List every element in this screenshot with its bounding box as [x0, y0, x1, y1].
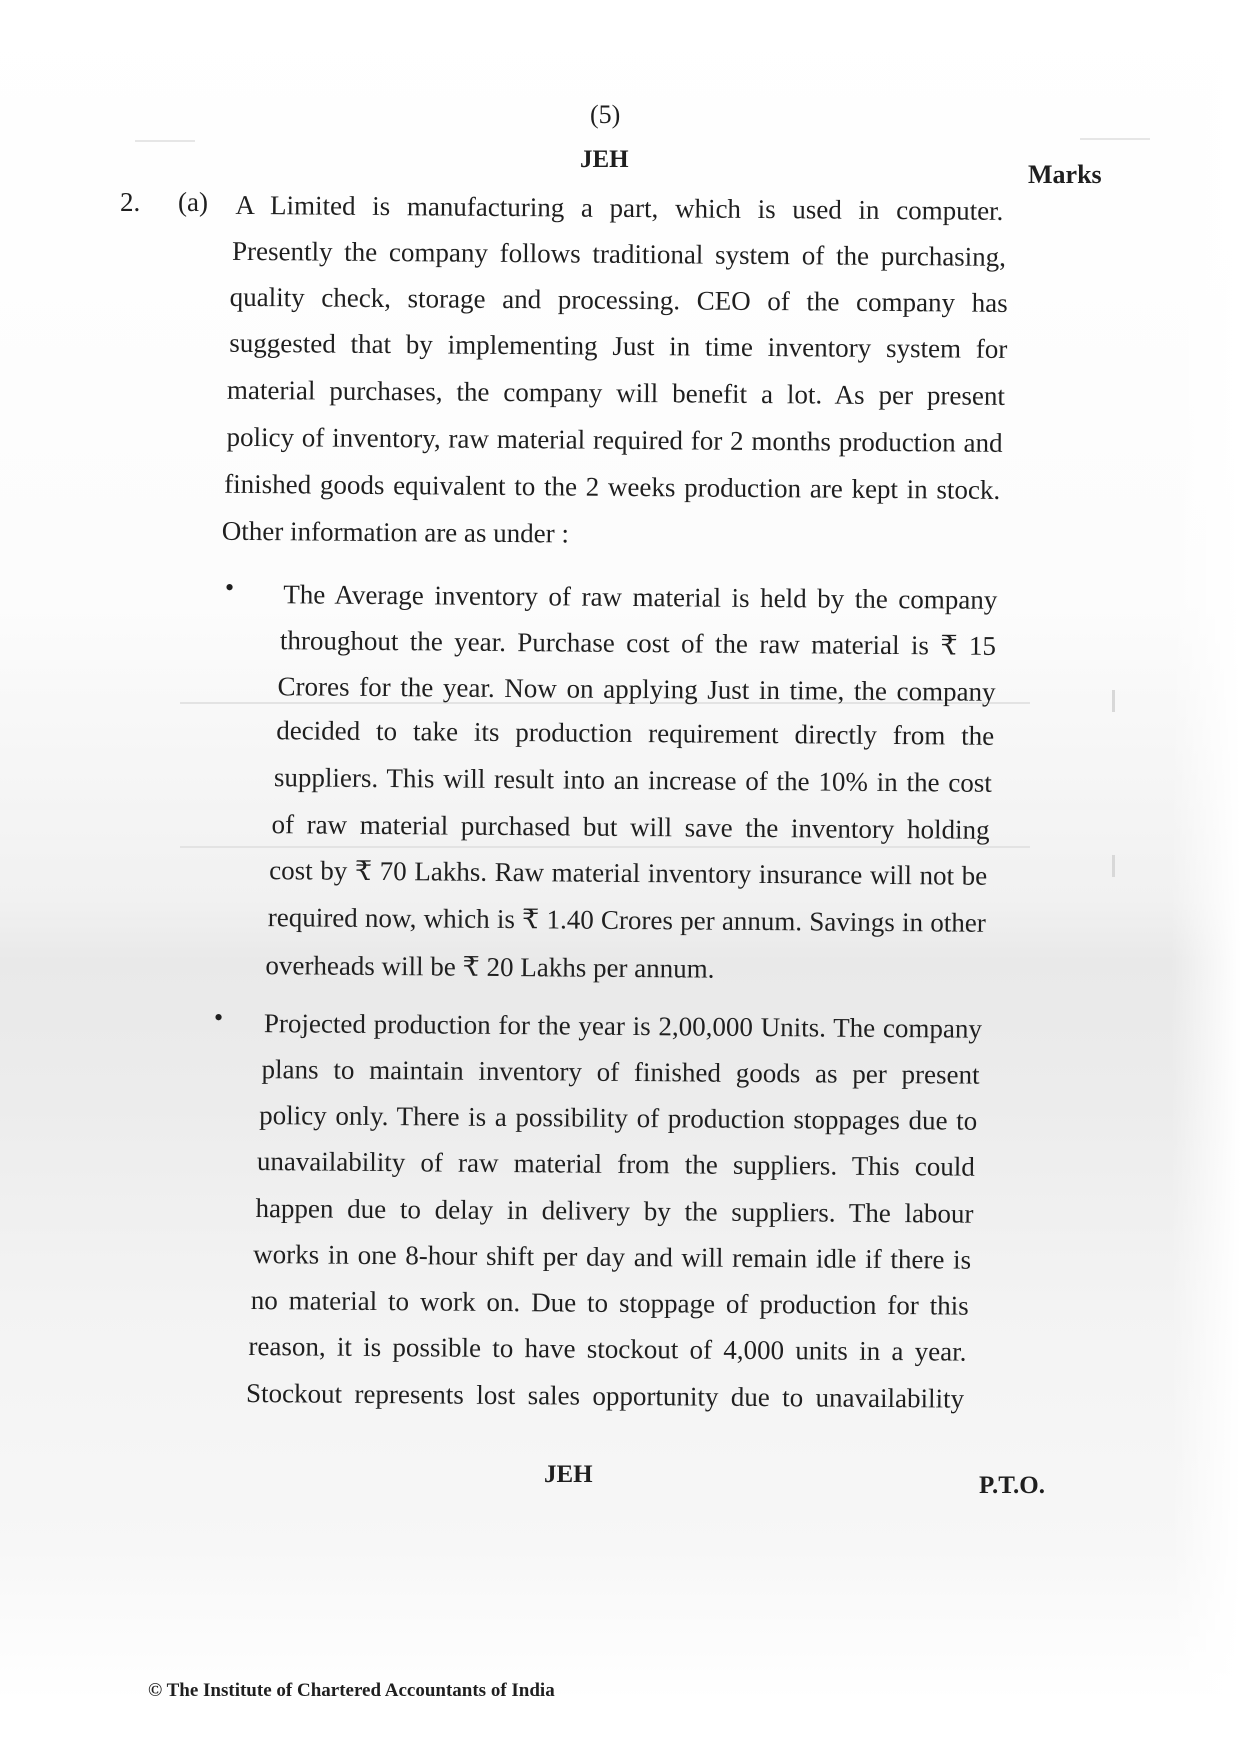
intro-line: quality check, storage and processing. CEO of the company has	[229, 281, 1008, 318]
bullet-line: The Average inventory of raw material is held by the company	[283, 579, 998, 615]
scan-edge-shading	[1171, 0, 1241, 1754]
bullet-line: suppliers. This will result into an increase of the 10% in the cost	[273, 762, 993, 798]
bullet-symbol: •	[225, 573, 235, 602]
bullet-line: decided to take its production requirement directly from the	[276, 715, 995, 751]
intro-line: Presently the company follows traditional system of the purchasing,	[231, 235, 1007, 272]
intro-line: material purchases, the company will benefit a lot. As per present	[226, 374, 1006, 411]
intro-line: suggested that by implementing Just in time inventory system for	[229, 327, 1008, 364]
page-number: (5)	[590, 100, 621, 129]
bullet-symbol: •	[214, 1003, 224, 1032]
intro-line: A Limited is manufacturing a part, which is used in computer.	[235, 189, 1004, 226]
bullet-line: reason, it is possible to have stockout of 4,000 units in a year.	[248, 1330, 967, 1367]
bullet-line: throughout the year. Purchase cost of the raw material is ₹ 15	[279, 625, 997, 661]
paper-code-header: JEH	[580, 146, 629, 173]
please-turn-over-note: P.T.O.	[979, 1472, 1045, 1499]
intro-line: Other information are as under :	[221, 515, 570, 549]
paper-code-footer: JEH	[544, 1461, 593, 1488]
intro-line: finished goods equivalent to the 2 weeks production are kept in stock.	[224, 468, 1001, 505]
bullet-line: of raw material purchased but will save the inventory holding	[271, 809, 990, 845]
bullet-line: Projected production for the year is 2,00,000 Units. The company	[263, 1008, 983, 1044]
bullet-line: overheads will be ₹ 20 Lakhs per annum.	[265, 950, 715, 984]
copyright-notice: © The Institute of Chartered Accountants of India	[148, 1680, 555, 1701]
bullet-line: policy only. There is a possibility of production stoppages due to	[259, 1100, 978, 1136]
bullet-line: required now, which is ₹ 1.40 Crores per annum. Savings in other	[267, 902, 986, 938]
bullet-line: Crores for the year. Now on applying Just in time, the company	[277, 671, 996, 707]
bullet-line: Stockout represents lost sales opportunity due to unavailability	[245, 1377, 965, 1414]
intro-line: policy of inventory, raw material required for 2 months production and	[226, 421, 1003, 458]
question-number: 2.	[120, 187, 141, 217]
bullet-line: cost by ₹ 70 Lakhs. Raw material inventory insurance will not be	[269, 855, 988, 891]
bullet-line: plans to maintain inventory of finished goods as per present	[261, 1054, 980, 1090]
bullet-line: works in one 8-hour shift per day and will remain idle if there is	[253, 1239, 972, 1275]
marks-column-heading: Marks	[1028, 160, 1102, 189]
bullet-line: happen due to delay in delivery by the suppliers. The labour	[255, 1193, 974, 1229]
bullet-line: unavailability of raw material from the suppliers. This could	[256, 1146, 975, 1182]
bullet-line: no material to work on. Due to stoppage of production for this	[250, 1285, 969, 1321]
question-part-label: (a)	[178, 187, 208, 217]
